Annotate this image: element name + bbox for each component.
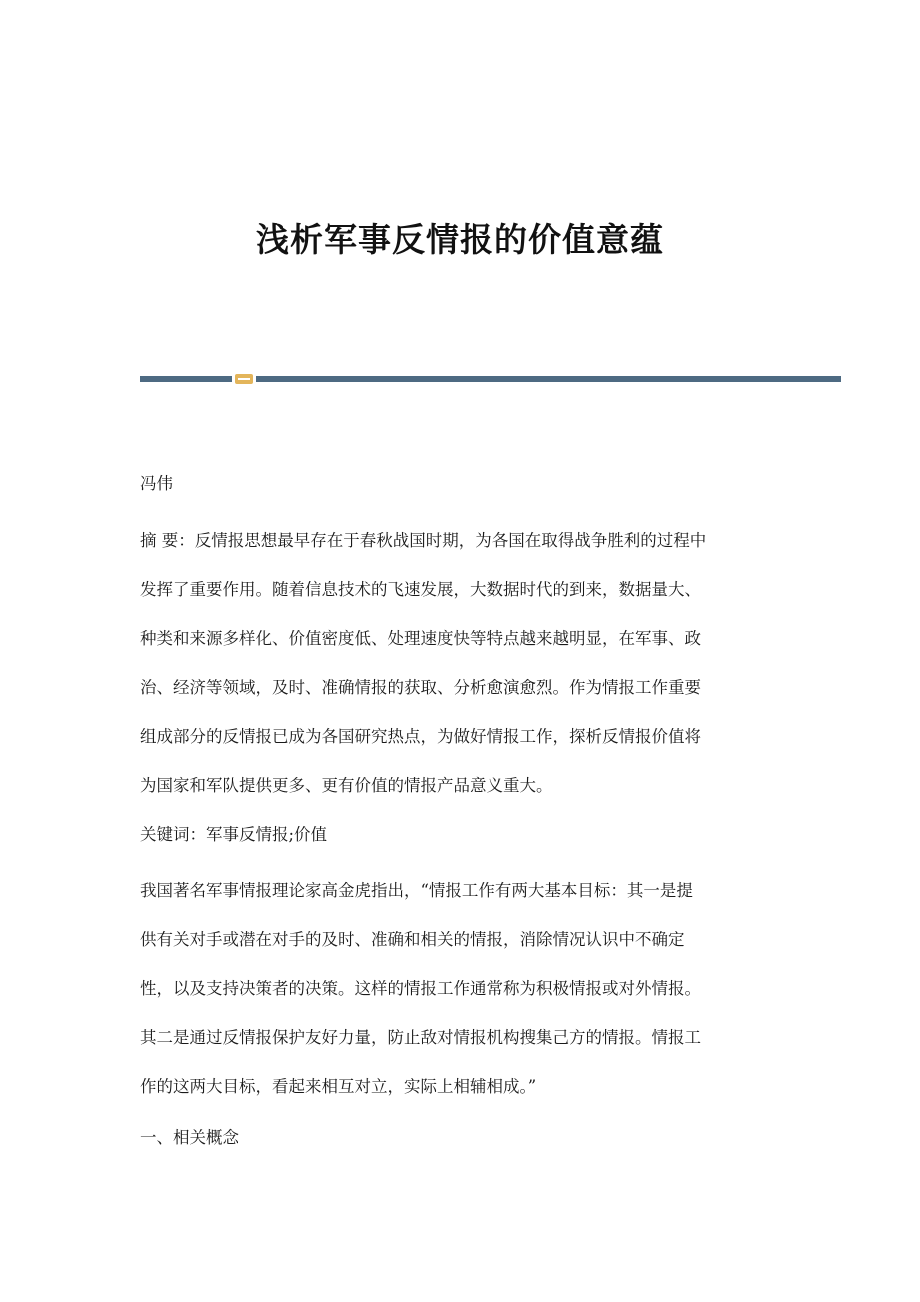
abstract-line: 摘 要：反情报思想最早存在于春秋战国时期，为各国在取得战争胜利的过程中 <box>140 531 707 550</box>
divider-ornament-icon <box>235 374 253 384</box>
body-line: 我国著名军事情报理论家高金虎指出，“情报工作有两大基本目标：其一是提 <box>140 881 693 900</box>
body-paragraph <box>140 880 785 1125</box>
abstract-line: 种类和来源多样化、价值密度低、处理速度快等特点越来越明显，在军事、政 <box>140 629 701 648</box>
body-line: 供有关对手或潜在对手的及时、准确和相关的情报，消除情况认识中不确定 <box>140 930 685 949</box>
body-line: 其二是通过反情报保护友好力量，防止敌对情报机构搜集己方的情报。情报工 <box>140 1028 701 1047</box>
abstract-line: 为国家和军队提供更多、更有价值的情报产品意义重大。 <box>140 776 553 795</box>
divider-bar-left <box>140 376 232 382</box>
abstract <box>140 530 785 824</box>
abstract-line: 发挥了重要作用。随着信息技术的飞速发展，大数据时代的到来，数据量大、 <box>140 580 701 599</box>
divider-bar-right <box>256 376 841 382</box>
author-name: 冯伟 <box>140 474 173 493</box>
body-line: 性，以及支持决策者的决策。这样的情报工作通常称为积极情报或对外情报。 <box>140 979 701 998</box>
section-heading: 一、相关概念 <box>140 1128 239 1147</box>
abstract-line: 组成部分的反情报已成为各国研究热点，为做好情报工作，探析反情报价值将 <box>140 727 701 746</box>
abstract-line: 治、经济等领域，及时、准确情报的获取、分析愈演愈烈。作为情报工作重要 <box>140 678 701 697</box>
document-title: 浅析军事反情报的价值意蕴 <box>256 220 664 259</box>
title-divider <box>140 374 841 384</box>
keywords: 关键词：军事反情报;价值 <box>140 825 328 844</box>
body-line: 作的这两大目标，看起来相互对立，实际上相辅相成。” <box>140 1077 537 1096</box>
